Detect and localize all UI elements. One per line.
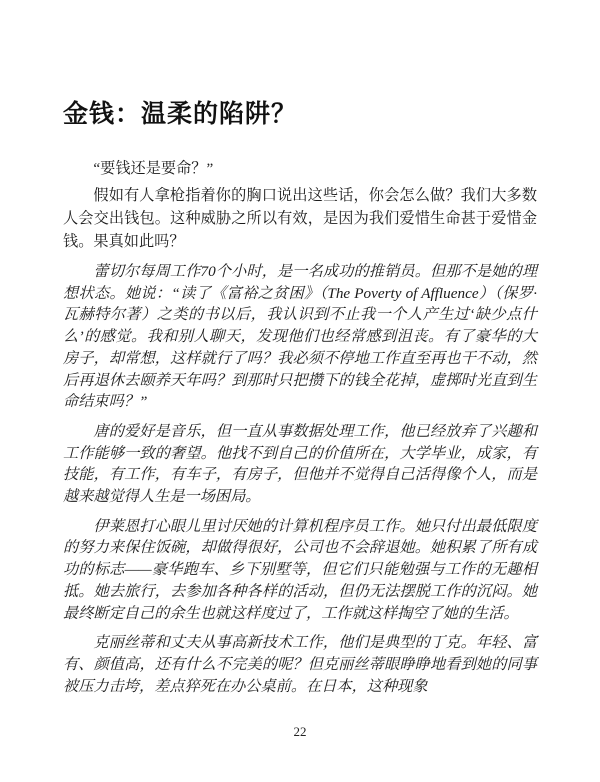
page-number: 22 <box>293 724 307 739</box>
paragraph-story-christy: 克丽丝蒂和丈夫从事高新技术工作，他们是典型的丁克。年轻、富有、颜值高，还有什么不完美的呢？但克丽丝蒂眼睁睁地看到她的同事被压力击垮，差点猝死在办公桌前。在日本，这种现象 <box>63 634 537 695</box>
paragraph-story-elaine: 伊莱恩打心眼儿里讨厌她的计算机程序员工作。她只付出最低限度的努力来保住饭碗，却做得很好，公司也不会辞退她。她积累了所有成功的标志——豪华跑车、乡下别墅等，但它们只能勉强与工作的无趣相抵。她去旅行，去参加各种各样的活动，但仍无法摆脱工作的沉闷。她最终断定自己的余生也就这样度过了，工作就这样掏空了她的生活。 <box>63 517 537 622</box>
paragraph-story-rachel: 蕾切尔每周工作70个小时，是一名成功的推销员。但那不是她的理想状态。她说：“读了《富裕之贫困》（The Poverty of Affluence）（保罗·瓦赫特尔著）之类的书以后，我认识到不止我一个人产生过‘缺少点什么’的感觉。我和别人聊天，发现他们也经常感到沮丧。有了豪华的大房子，却常想，这样就行了吗？我必须不停地工作直至再也干不动，然后再退休去颐养天年吗？到那时只把攒下的钱全花掉，虚掷时光直到生命结束吗？” <box>63 263 537 411</box>
paragraph-quote-line: “要钱还是要命？” <box>93 160 214 177</box>
paragraph-intro: 假如有人拿枪指着你的胸口说出这些话，你会怎么做？我们大多数人会交出钱包。这种威胁之所以有效，是因为我们爱惜生命甚于爱惜金钱。果真如此吗？ <box>63 187 537 250</box>
paragraph-story-don: 唐的爱好是音乐，但一直从事数据处理工作，他已经放弃了兴趣和工作能够一致的奢望。他找不到自己的价值所在，大学毕业，成家，有技能，有工作，有车子，有房子，但他并不觉得自己活得像个人，而是越来越觉得人生是一场困局。 <box>63 422 537 506</box>
page-title: 金钱：温柔的陷阱？ <box>63 101 298 128</box>
